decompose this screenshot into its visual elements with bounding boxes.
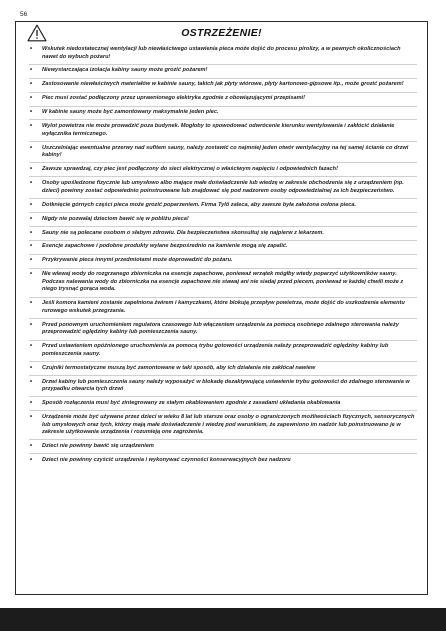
bullet-icon: • [30, 201, 33, 208]
bullet-icon: • [30, 180, 33, 187]
bullet-icon: • [30, 378, 33, 385]
warning-item-text: Osoby upośledzone fizycznie lub umysłowo albo mające małe doświadczenie lub wiedzę w zakresie obchodzenia się z urządzeniem (np. dzieci) powinny zostać odpowiednio poinstruowane lub znajdować się pod nadzorem osoby odpowiedzialnej za ich bezpieczeństwo. [42, 180, 404, 194]
warning-item-text: Przed ponownym uruchomieniem regulatora czasowego lub włączeniem urządzenia za pomocą osobnego zdalnego sterowania należy przeprowadzić oględziny kabiny lub pomieszczenia sauny. [42, 321, 399, 336]
bullet-icon: • [30, 109, 33, 116]
warning-item-text: Zastosowanie niewłaściwych materiałów w kabinie sauny, takich jak płyty wiórowe, płyty kartonowo-gipsowe itp., może grozić pożarem! [42, 81, 404, 88]
bullet-icon: • [30, 67, 33, 74]
warning-item [29, 457, 417, 467]
bullet-icon: • [30, 95, 33, 102]
warning-item-text: Zawsze sprawdzaj, czy piec jest podłączony do sieci elektrycznej o właściwym napięciu i odpowiednich fazach! [42, 166, 338, 173]
warning-item-text: Piec musi zostać podłączony przez uprawnionego elektryka zgodnie z obowiązującymi przepisami! [42, 95, 305, 102]
warning-item [29, 145, 417, 164]
warning-title: OSTRZEŻENIE! [181, 27, 262, 39]
bullet-icon: • [30, 215, 33, 222]
warning-item [29, 166, 417, 177]
warning-item-text: Sposób rozłączenia musi być zintegrowany ze stałym okablowaniem zgodnie z zasadami układania okablowania [42, 400, 341, 407]
warning-item [29, 400, 417, 411]
warning-item [29, 271, 417, 297]
bullet-icon: • [30, 300, 33, 307]
warning-item-text: Esencje zapachowe i podobne produkty wylane bezpośrednio na kamienie mogą się zapalić. [42, 243, 288, 250]
warning-item [29, 216, 417, 227]
warning-item [29, 243, 417, 254]
page-number: 56 [20, 11, 28, 18]
warning-item [29, 443, 417, 454]
warning-item-text: Dotknięcie górnych części pieca może grozić poparzeniem. Firma Tylö zaleca, aby zawsze była założona osłona pieca. [42, 201, 357, 208]
warning-item-text: Drzwi kabiny lub pomieszczenia sauny należy wyposażyć w blokadę dezaktywującą ustawienie trybu gotowości do zdalnego sterowania w przypadku otwarcia tych drzwi [42, 378, 410, 393]
bottom-bar [0, 608, 446, 631]
warning-item-text: Nie wlewaj wody do rozgrzanego zbiorniczka na esencje zapachowe, ponieważ wrzątek mógłby wtedy poparzyć użytkowników sauny. Podczas nalewania wody do zbiorniczka na esencje zapachowe nie stawaj ani nie siadaj przed piecem, ponieważ w każdej chwili może z niego trysnąć gorąca woda. [42, 271, 404, 293]
warning-item [29, 95, 417, 106]
bullet-icon: • [30, 46, 33, 52]
warning-item [29, 379, 417, 398]
bullet-icon: • [30, 257, 33, 264]
warning-item [29, 414, 417, 440]
warning-item [29, 123, 417, 142]
bullet-icon: • [30, 321, 33, 328]
bullet-icon: • [30, 144, 33, 151]
warning-item-text: Dzieci nie powinny czyścić urządzenia i wykonywać czynności konserwacyjnych bez nadzoru [42, 457, 291, 464]
warning-item-text: Wylot powietrza nie może prowadzić poza budynek. Mogłoby to spowodować odwrócenie kierunku wentylowania i zakłócić działanie wyłącznika termicznego. [42, 123, 395, 137]
bullet-icon: • [30, 457, 33, 464]
warning-item-text: Sauny nie są polecane osobom o słabym zdrowiu. Dla bezpieczeństwa skonsultuj się najpierw z lekarzem. [42, 229, 324, 236]
bullet-icon: • [30, 81, 33, 88]
warning-header [16, 22, 427, 46]
warning-item [29, 365, 417, 376]
warning-item [29, 230, 417, 241]
warning-item-text: Wskutek niedostatecznej wentylacji lub niewłaściwego ustawienia pieca może dojść do procesu pirolizy, a w pewnych okolicznościach nawet do wybuch pożaru! [42, 46, 401, 60]
warning-item [29, 180, 417, 199]
bullet-icon: • [30, 364, 33, 371]
warning-item [29, 343, 417, 362]
warning-item [29, 109, 417, 120]
warning-item [29, 67, 417, 78]
warning-item-text: W kabinie sauny może być zamontowany maksymalnie jeden piec. [42, 109, 219, 116]
warning-item-text: Przed ustawieniem opóźnionego uruchomienia za pomocą trybu gotowości urządzenia należy przeprowadzić oględziny kabiny lub pomieszczenia sauny. [42, 343, 389, 357]
warning-item [29, 81, 417, 92]
warning-item [29, 202, 417, 213]
warning-item [29, 46, 417, 65]
warning-item [29, 257, 417, 268]
warning-item [29, 300, 417, 319]
bullet-icon: • [30, 243, 33, 250]
bullet-icon: • [30, 229, 33, 236]
bullet-icon: • [30, 123, 33, 130]
warning-item-text: Czujniki termostatyczne muszą być zamontowane w taki sposób, aby ich działania nie zakłócał nawiew [42, 364, 316, 371]
warning-list [16, 46, 427, 467]
warning-item-text: Przykrywanie pieca innymi przedmiotami może doprowadzić do pożaru. [42, 257, 233, 264]
warning-item-text: Dzieci nie powinny bawić się urządzeniem [42, 443, 154, 450]
bullet-icon: • [30, 400, 33, 407]
bullet-icon: • [30, 414, 33, 421]
bullet-icon: • [30, 166, 33, 173]
warning-item-text: Jeśli komora kamieni zostanie zapełniona żwirem i kamyczkami, które blokują przepływ powietrza, może dojść do uszkodzenia elementu rurowego wskutek przegrzania. [42, 300, 405, 314]
bullet-icon: • [30, 343, 33, 350]
bullet-icon: • [30, 271, 33, 278]
warning-item-text: Nigdy nie pozwalaj dzieciom bawić się w pobliżu pieca! [42, 215, 189, 222]
warning-item [29, 322, 417, 341]
warning-box [15, 21, 428, 595]
warning-item-text: Uszczelniając ewentualne przerwy nad sufitem sauny, należy zostawić co najmniej jeden otwór wentylacyjny na tej samej ścianie co drzwi kabiny! [42, 144, 409, 159]
warning-item-text: Niewystarczająca izolacja kabiny sauny może grozić pożarem! [42, 67, 208, 74]
warning-item-text: Urządzenie może być używane przez dzieci w wieku 8 lat lub starsze oraz osoby o ograniczonych możliwościach fizycznych, sensorycznych lub umysłowych oraz tych, którzy mają małe doświadczenie i wiedzę pod warunkiem, że zapewniono im nadzór lub poinstruowano je w zakresie użytkowania urządzenia i rozumieją one zagrożenia. [42, 414, 415, 436]
bullet-icon: • [30, 443, 33, 450]
